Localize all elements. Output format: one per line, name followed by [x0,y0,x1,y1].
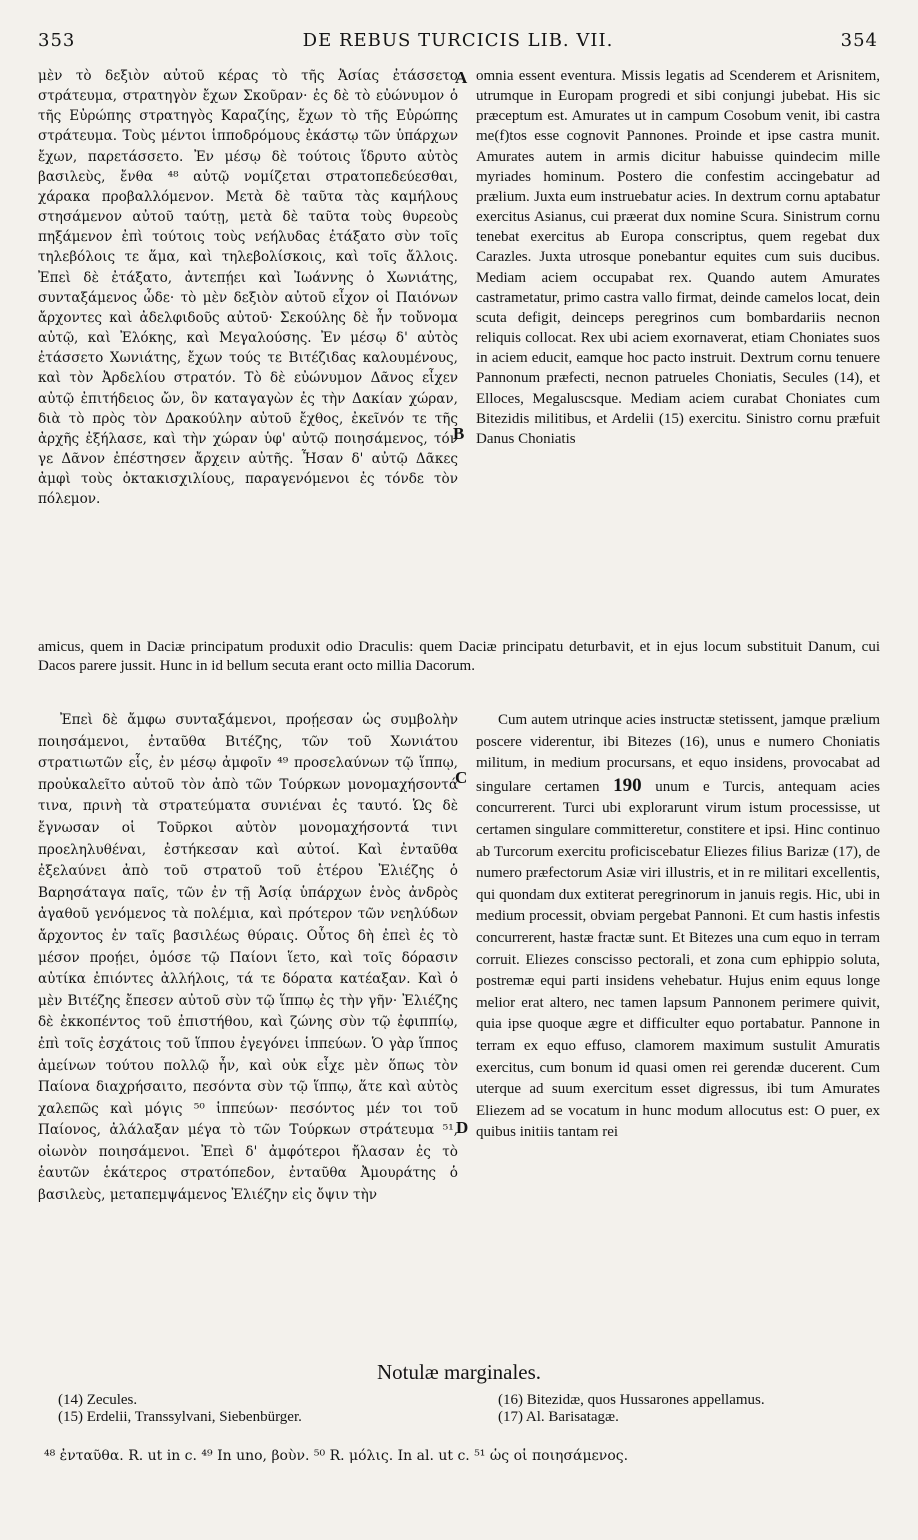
latin-column-upper [476,66,880,632]
greek-text-upper: μὲν τὸ δεξιὸν αὐτοῦ κέρας τὸ τῆς Ἀσίας ἐτάσσετο στράτευμα, στρατηγὸν ἔχων Σκοῦραν· ἐς δὲ τὸ εὐώνυμον ὁ τῆς Εὐρώπης στρατηγὸς Καραζίης, ἔχων τὸ τῆς Εὐρώπης στράτευμα. Τοὺς μέντοι ἱπποδρόμους ἑκάστῳ τῶν ὑπάρχων ἔχων, παρετάσσετο. Ἐν μέσῳ δὲ τούτοις ἵδρυτο αὐτὸς βασιλεὺς, ἔνθα ⁴⁸ αὐτῷ νομίζεται στρατοπεδεύεσθαι, χάρακα προβαλλόμενον. Μετὰ δὲ ταῦτα τὰς καμήλους στησάμενον αὐτοῦ ταύτῃ, μετὰ δὲ ταῦτα τοὺς θυρεοὺς πηξάμενον ἐπὶ τούτοις τοὺς νεήλυδας ἐτάξατο σὺν τοῖς τηλεβόλοις τε ἅμα, καὶ τηλεβολίσκοις, καὶ τοῖς ἄλλοις. Ἐπεὶ δὲ ἐτάξατο, ἀντεπῄει καὶ Ἰωάννης ὁ Χωνιάτης, συνταξάμενος ὧδε· τὸ μὲν δεξιὸν αὐτοῦ εἶχον οἱ Παιόνων ἄρχοντες καὶ ἀδελφιδοῦς αὐτοῦ· Σεκούλης δὲ ἦν τοὔνομα αὐτῷ, καὶ Ἐλόκης, καὶ Μεγαλούσης. Ἐν μέσῳ δ' αὐτὸς ἐτάσσετο Χωνιάτης, ἔχων τούς τε Βιτέζιδας καλουμένους, καὶ τὸν Ἀρδελίου στρατόν. Τὸ δὲ εὐώνυμον Δᾶνος εἶχεν αὐτῷ ἐπιτήδειος ὤν, ὃν καταγαγὼν ἐς τὴν Δακίαν χώραν, διὰ τὸ πρὸς τὸν Δρακούλην αὐτοῦ ἔχθος, ἐκεῖνόν τε τῆς ἀρχῆς ἐξήλασε, καὶ τὴν χώραν ὑφ' αὐτῷ ποιησάμενος, τόν γε Δᾶνον ἐπέστησεν ἄρχειν αὐτῆς. Ἦσαν δ' αὐτῷ Δᾶκες ἀμφὶ τοὺς ὀκτακισχιλίους, παραγενόμενοι ἐς τόνδε τὸν πόλεμον. [38,68,458,508]
latin-column-lower [476,710,880,1350]
note-16: (16) Bitezidæ, quos Hussarones appellamus. [498,1392,765,1408]
latin-text-lower-b: unum e Turcis, antequam acies concurrerent. Turci ubi explorarunt virum istum processisse, ut certamen singulare committeretur, constitere et ipsi. Hinc continuo ab Turcorum exercitu proficiscebatur Eliezes filius Barizæ (17), de numero præfectorum Asiæ viri illustris, et in re militari excellentis, qui quondam dux extiterat peregrinorum in januis regis. Hic, ubi in medium processit, obviam pergebat Pannoni. Et cum hastis infestis concurrerent, hastæ fractæ sunt. Et Bitezes una cum equo in terram corruit. Eliezes conscisso pectorali, et zona cum ephippio soluta, postremæ equi parti insidens vehebatur. Hujus enim equus longe melior erat altero, nec tamen lapsum Pannonem perimere quivit, quia ipse quoque ægre et difficulter equo portabatur. Pannone in terram ex equo effuso, clamorem maximum sustulit Amuratis exercitus, cum bonum id quasi omen rei gerendæ ducerent. Cum uterque ad suum exercitum esset digressus, ibi tum Amurates Eliezem ad se vocatum in hunc modum allocutus est: O puer, ex quibus initiis tantam rei [476,778,880,1141]
latin-bridge-text: amicus, quem in Daciæ principatum produxit odio Draculis: quem Daciæ principatu deturbavit, et in ejus locum substituit Danum, cui Dacos parere jussit. Hunc in id bellum secuta erant octo millia Dacorum. [38,639,880,674]
running-title: DE REBUS TURCICIS LIB. VII. [302,30,614,51]
note-14: (14) Zecules. [58,1392,138,1408]
apparatus-criticus: ⁴⁸ ἐνταῦθα. R. ut in c. ⁴⁹ In uno, βοὺν. ⁵⁰ R. μόλις. In al. ut c. ⁵¹ ὡς οἱ ποιησάμενος. [44,1448,629,1464]
latin-text-upper: omnia essent eventura. Missis legatis ad Scenderem et Arisnitem, utrumque in Europam progredi et sibi conjungi jubebat. His sic præceptum est. Amurates ut in campum Cosobum venit, ibi castra me(f)tos esse cognovit Pannones. Proinde et ipse castra munit. Amurates autem in armis dicitur habuisse quindecim mille myriades hominum. Postero die confestim accingebatur ad prælium. Juxta eum instruebatur acies. In dextrum cornu aptabatur exercitus Asianus, cui præerat dux nomine Scura. Sinistrum cornu tenebat exercitus ab Europa conscriptus, quem regebat dux Carazles. Juxta utrosque ponebantur equites cum suis ducibus. Mediam aciem occupabat rex. Quando autem Amurates castrametatur, primo castra vallo firmat, deinde camelos locat, dein scuta defigit, deinceps peregrinos cum bombardariis necnon reliquis collocat. Rex ubi aciem exornaverat, etiam Choniates suos in aciem educit, eamque hoc pacto instruit. Dextrum cornu tenuere Pannonum præfecti, necnon patrueles Choniatis, Secules (14), et Elloces, Megaluscsque. Mediam aciem curabat Choniates cum Bitezidis militibus, et Ardelii (15) exercitu. Sinistro cornu præfuit Danus Choniatis [476,68,880,447]
page-number-left: 353 [38,30,76,51]
latin-bridge-line [38,638,880,676]
section-marker-a: A [455,68,468,87]
greek-column-lower [38,710,458,1350]
section-marker-d: D [456,1118,469,1137]
page-number-right: 354 [840,30,878,51]
notes-left [58,1392,478,1426]
latin-text-lower [476,710,880,1144]
running-head [38,30,878,58]
notes-heading: Notulæ marginales. [376,1360,542,1384]
section-marker-c: C [455,768,468,787]
greek-column-upper [38,66,458,632]
margin-page-number: 190 [613,774,642,796]
section-marker-b: B [453,424,465,443]
note-15: (15) Erdelii, Transsylvani, Siebenbürger. [58,1409,302,1425]
greek-text-lower: Ἐπεὶ δὲ ἄμφω συνταξάμενοι, προῄεσαν ὡς συμβολὴν ποιησάμενοι, ἐνταῦθα Βιτέζης, τῶν τοῦ Χωνιάτου στρατιωτῶν εἷς, ἐν μέσῳ ἀμφοῖν ⁴⁹ προσελαύνων τῷ ἵππῳ, προὐκαλεῖτο αὐτοῦ τὸν ἀπὸ τῶν Τούρκων μονομαχήσοντά τινα, πρινὴ τὰ στρατεύματα συνιέναι ἐς ταυτό. Ὡς δὲ ἔγνωσαν οἱ Τοῦρκοι αὐτὸν μονομαχήσοντά τινι προεληλυθέναι, ἐστήκεσαν καὶ αὐτοί. Καὶ ἐνταῦθα ἐξελαύνει ἀπὸ τοῦ στρατοῦ τοῦ ἑτέρου Ἐλιέζης ὁ Βαρησάταγα παῖς, τῶν ἐν τῇ Ἀσίᾳ ὑπάρχων ἑνὸς ἀνδρὸς ἀγαθοῦ γενόμενος τὰ πολέμια, καὶ πρότερον τῶν νεηλύδων ἄρχοντος ἐν ταῖς βασιλέως θύραις. Οὗτος δὴ ἐπεὶ ἐς τὸ μέσον προῄει, ὁμόσε τῷ Παίονι ἵετο, καὶ τοῖς δόρασιν αὐτίκα ἐπιόντες ἀλλήλοις, τά τε δόρατα κατέαξαν. Καὶ ὁ μὲν Βιτέζης ἔπεσεν αὐτοῦ σὺν τῷ ἵππῳ ἐς τὴν γῆν· Ἐλιέζης δὲ ἐκκοπέντος τοῦ ἐπιστήθου, καὶ ζώνης σὺν τῷ ἐφιππίῳ, ἐπὶ τοῖς ἐσχάτοις τοῦ ἵππου ἐγεγόνει ἱππεύων. Ὁ γὰρ ἵππος ἀμείνων τούτου πολλῷ ἦν, καὶ οὐκ εἶχε μὲν ὅπως τὸν Παίονα διαχρήσαιτο, πεσόντα σὺν τῷ ἵππῳ, ἅτε καὶ αὐτὸς χαλεπῶς καὶ μόγις ⁵⁰ ἱππεύων· πεσόντος μέν τοι τοῦ Παίονος, ἀλάλαξαν μέγα τὸ τῶν Τούρκων στράτευμα ⁵¹, οἰωνὸν ποιησάμενοι. Ἐπεὶ δ' ἀμφότεροι ἤλασαν ἐς τὸ ἑαυτῶν ἑκάτερος στρατόπεδον, ἐνταῦθα Ἀμουράτης ὁ βασιλεὺς, μεταπεμψάμενος Ἐλιέζην εἰς ὄψιν τὴν [38,712,458,1204]
note-17: (17) Al. Barisatagæ. [498,1409,619,1425]
latin-text-lower-a: Cum autem utrinque acies instructæ stetissent, jamque prælium poscere viderentur, ibi Bitezes (16), unus e numero Choniatis militum, in medium procursans, et equo insidens, provocabat ad singulare certamen [476,712,880,795]
notes-right [498,1392,888,1426]
